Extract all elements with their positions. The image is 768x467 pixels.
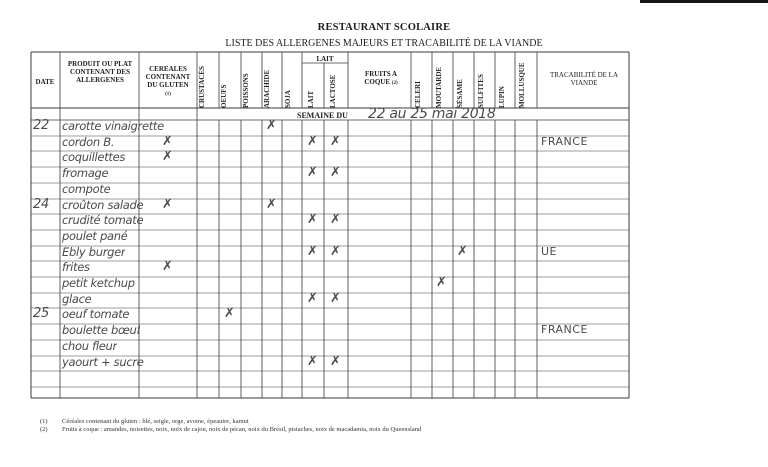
col-header-moutarde: MOUTARDE (435, 66, 443, 108)
allergen-mark: ✗ (162, 133, 173, 149)
row-product: croûton salade (62, 197, 144, 212)
col-header-lait: LAIT (307, 90, 315, 108)
table-row (31, 183, 629, 199)
row-date: 25 (33, 306, 49, 322)
allergen-mark: ✗ (436, 275, 447, 290)
week-dates-handwritten: 22 au 25 mai 2018 (368, 106, 496, 122)
allergen-mark: ✗ (307, 133, 318, 149)
allergen-mark: ✗ (307, 353, 318, 369)
row-product: crudité tomate (62, 213, 144, 228)
allergen-mark: ✗ (307, 243, 318, 259)
col-header-crustaces: CRUSTACÉS (198, 66, 206, 108)
page-subtitle: LISTE DES ALLERGENES MAJEURS ET TRACABILITÉ DE LA VIANDE (225, 38, 543, 49)
allergen-mark: ✗ (307, 290, 318, 306)
row-date: 24 (33, 196, 49, 212)
table-row (31, 261, 629, 277)
allergen-mark: ✗ (307, 165, 318, 181)
row-product: chou fleur (62, 338, 117, 353)
col-header-date: DATE (35, 78, 55, 86)
col-header-celeri: CELERI (414, 81, 422, 108)
row-product: poulet pané (62, 228, 128, 243)
row-product: yaourt + sucre (62, 354, 144, 369)
allergen-mark: ✗ (330, 353, 341, 369)
row-product: glace (62, 291, 92, 306)
allergen-mark: ✗ (330, 290, 341, 306)
row-product: coquillettes (62, 150, 126, 165)
row-product: petit ketchup (62, 276, 135, 290)
allergen-mark: ✗ (266, 118, 277, 133)
col-header-lait-group: LAIT (316, 55, 334, 63)
allergen-mark: ✗ (224, 306, 235, 322)
col-header-soja: SOJA (284, 90, 292, 108)
allergen-mark: ✗ (307, 212, 318, 228)
cereales-label: CEREALES CONTENANT DU GLUTEN (145, 65, 191, 89)
col-header-cereales (140, 65, 196, 99)
col-header-lactose: LACTOSE (329, 74, 337, 108)
row-product: cordon B. (62, 134, 115, 149)
col-header-tracabilite: TRACABILITÉ DE LA VIANDE (549, 71, 619, 87)
fruits-footnote-ref: (2) (391, 81, 398, 86)
allergen-mark: ✗ (162, 196, 173, 212)
row-meat-origin: UE (541, 244, 558, 258)
row-product: Ebly burger (62, 244, 126, 259)
col-header-produit: PRODUIT OU PLAT CONTENANT DES ALLERGENES (67, 60, 133, 84)
row-product: frites (62, 260, 90, 275)
footnote-1-num: (1) (40, 418, 48, 425)
row-product: oeuf tomate (62, 307, 130, 322)
cereales-footnote-ref: (1) (165, 92, 171, 97)
col-header-mollusque: MOLLUSQUE (518, 62, 526, 108)
row-product: boulette bœuf (62, 323, 141, 338)
allergen-mark: ✗ (330, 133, 341, 149)
row-product: fromage (62, 166, 109, 181)
allergen-mark: ✗ (266, 196, 277, 212)
col-header-sesame: SÉSAME (456, 79, 464, 108)
col-header-lupin: LUPIN (498, 86, 506, 108)
row-product: compote (62, 181, 111, 196)
allergen-mark: ✗ (162, 149, 173, 165)
footnote-1-text: Céréales contenant du gluten : blé, seigle, orge, avoine, épeautre, kamut (62, 418, 249, 425)
col-header-fruits (352, 70, 410, 88)
col-header-sulfites: SULFITES (477, 74, 485, 108)
week-label: SEMAINE DU (297, 111, 348, 120)
page-title: RESTAURANT SCOLAIRE (317, 22, 451, 33)
row-date: 22 (33, 118, 49, 133)
allergen-mark: ✗ (457, 243, 468, 259)
fruits-label: FRUITS A COQUE (364, 70, 398, 86)
allergen-mark: ✗ (162, 259, 173, 275)
allergen-mark: ✗ (330, 212, 341, 228)
allergen-mark: ✗ (330, 243, 341, 259)
col-header-arachide: ARACHIDE (263, 69, 271, 108)
row-meat-origin: FRANCE (541, 323, 588, 337)
footnote-2-num: (2) (40, 426, 48, 433)
col-header-poissons: POISSONS (242, 73, 250, 108)
footnote-2-text: Fruits à coque : amandes, noisettes, noix, noix de cajou, noix de pécan, noix du Brésil, pistaches, noix de macadamia, noix du Queensland (62, 426, 422, 433)
row-product: carotte vinaigrette (62, 119, 164, 133)
allergen-mark: ✗ (330, 165, 341, 181)
row-meat-origin: FRANCE (541, 134, 588, 148)
col-header-oeufs: OEUFS (220, 84, 228, 108)
